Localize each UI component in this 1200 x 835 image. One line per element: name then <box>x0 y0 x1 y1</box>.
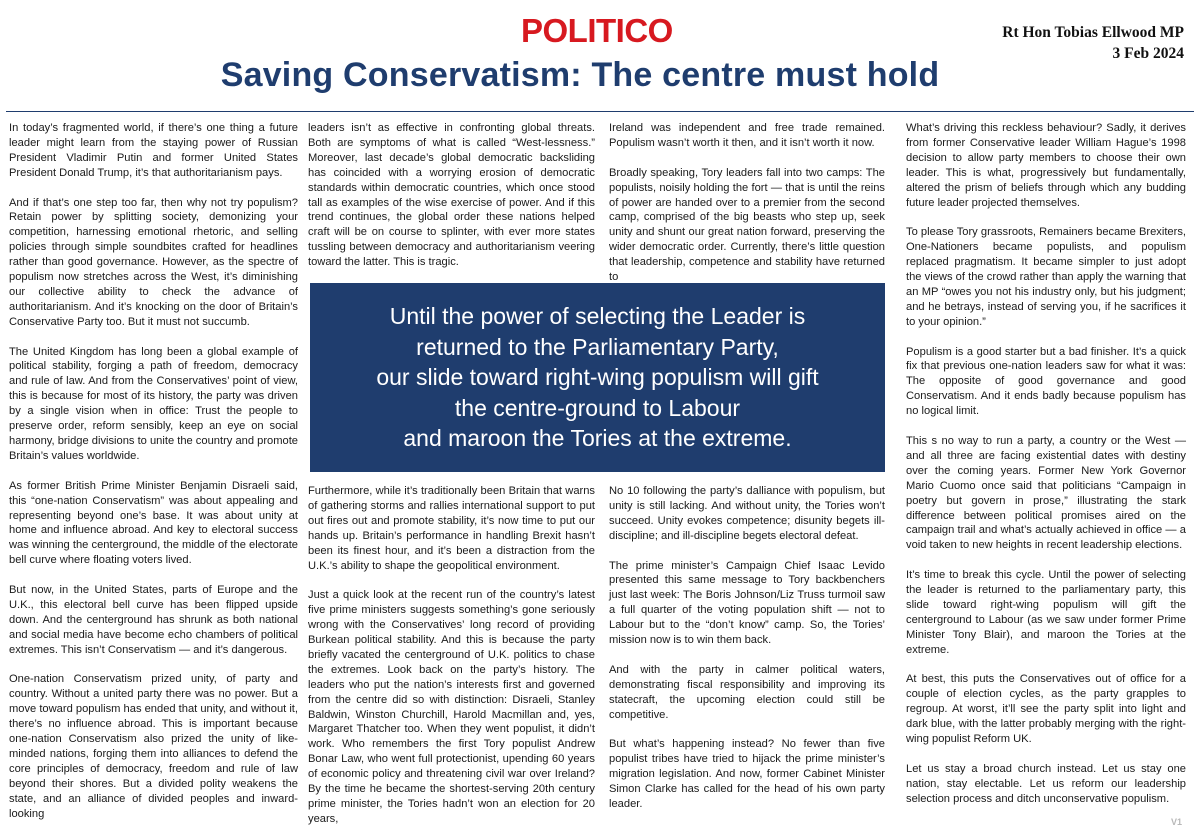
column-3-top <box>609 121 885 285</box>
paragraph: The United Kingdom has long been a global example of political stability, forging a path of freedom, democracy and rule of law. And from the Conservatives’ point of view, this is because for most of its history, the party was driven by a single vision when in office: Trust the people to preserve order, reform sensibly, keep an eye on social harmony, bridge divisions to unite the country and promote Britain’s values worldwide. <box>9 345 298 462</box>
column-3-bottom <box>609 484 885 812</box>
paragraph: In today’s fragmented world, if there’s one thing a future leader might learn from the staying power of Russian President Vladimir Putin and former United States President Donald Trump, it’s that authoritarianism pays. <box>9 122 298 179</box>
paragraph: It’s time to break this cycle. Until the power of selecting the leader is returned to the parliamentary party, this slide toward right-wing populism will gift the centerground to Labour (as we saw under former Prime Minister Tony Blair), and maroon the Tories at the extreme. <box>906 569 1186 656</box>
column-1 <box>9 121 298 822</box>
paragraph: What’s driving this reckless behaviour? Sadly, it derives from former Conservative leader William Hague’s 1998 decision to allow party members to choose their own leader. This is what, progressively but fundamentally, altered the prism of beliefs through which any budding future leader projected themselves. <box>906 122 1186 209</box>
pull-quote-text: Until the power of selecting the Leader is returned to the Parliamentary Party, our slide toward right-wing populism will gift the centre-ground to Labour and maroon the Tories at the extreme. <box>376 303 819 452</box>
paragraph: And with the party in calmer political waters, demonstrating fiscal responsibility and improving its statecraft, the upcoming election could still be competitive. <box>609 663 885 721</box>
pull-quote-box <box>310 283 885 472</box>
paragraph: At best, this puts the Conservatives out of office for a couple of election cycles, as the party grapples to regroup. At worst, it’ll see the party split into light and dark blue, with the latter probably merging with the right-wing populist Reform UK. <box>906 673 1186 746</box>
paragraph: One-nation Conservatism prized unity, of party and country. Without a united party there was no power. But a move toward populism has ended that unity, and without it, there’s no influence abroad. This is important because one-nation Conservatism also prized the unity of like-minded nations, forging them into alliances to defend the core principles of democracy, freedom and rule of law beyond their shores. But a divided polity weakens the state, and an alliance of divided peoples and inward-looking <box>9 673 298 820</box>
paragraph: As former British Prime Minister Benjamin Disraeli said, this “one-nation Conservatism” was about appealing and representing beyond one’s base. It was about unity at home and influence abroad. And key to electoral success was winning the centerground, the middle of the electorate bell curve where floating voters lived. <box>9 479 298 567</box>
paragraph: But now, in the United States, parts of Europe and the U.K., this electoral bell curve has been flipped upside down. And the centerground has shrunk as both national and social media have become echo chambers of political extremes. This isn’t Conservatism — and it’s dangerous. <box>9 584 298 656</box>
paragraph: This s no way to run a party, a country or the West — and all three are facing existential dates with destiny over the coming years. Former New York Governor Mario Cuomo once said that politicians “Campaign in poetry but govern in prose,” illustrating the stark difference between political promises aired on the campaign trail and what’s actually achieved in office — a void taken to new heights in recent leadership elections. <box>906 434 1186 552</box>
paragraph: And if that’s one step too far, then why not try populism? Retain power by splitting society, demonizing your competition, harnessing emotional rhetoric, and selling policies through simple soundbites crafted for headlines rather than good governance. However, as the spectre of populism now stretches across the West, it’s diminishing our collective ability to check the advance of authoritarianism. And it’s knocking on the door of Britain’s Conservative Party too. But it must not succumb. <box>9 196 298 328</box>
paragraph: Ireland was independent and free trade remained. Populism wasn’t worth it then, and it isn’t worth it now. <box>609 122 885 149</box>
paragraph: Populism is a good starter but a bad finisher. It’s a quick fix that previous one-nation leaders saw for what it was: The opposite of good governance and good Conservatism. And it ends badly because populism has no logical limit. <box>906 345 1186 418</box>
paragraph: To please Tory grassroots, Remainers became Brexiters, One-Nationers became populists, and populism replaced pragmatism. It became simpler to just adopt the views of the crowd rather than apply the warning that an MP “owes you not his industry only, but his judgment; and he betrays, instead of serving you, if he sacrifices it to your opinion.” <box>906 226 1186 328</box>
paragraph: leaders isn’t as effective in confronting global threats. Both are symptoms of what is called “West-lessness.” Moreover, last decade’s global democratic backsliding has coincided with a worrying erosion of democratic standards within democratic countries, which once stood tall as examples of the wise exercise of power. And if this trend continues, the global order these nations helped craft will be on course to splinter, with ever more states tussling between democracy and authoritarianism veering toward the latter. This is tragic. <box>308 122 595 269</box>
paragraph: Just a quick look at the recent run of the country’s latest five prime ministers suggests something’s gone seriously wrong with the Conservatives’ long record of providing Burkean political stability. And this is because the party briefly vacated the centerground of U.K. politics to chase the extremes. Look back on the party’s history. The leaders who put the nation’s interests first and governed from the centre did so with distinction: Disraeli, Stanley Baldwin, Winston Churchill, Harold Macmillan and, yes, Margaret Thatcher too. When they went populist, it didn’t work. Who remembers the first Tory populist Andrew Bonar Law, who went full protectionist, upending 60 years of economic policy and threatening civil war over Ireland? By the time he became the shortest-serving 20th century prime minister, the Tories hadn’t won an election for 20 years, <box>308 589 595 825</box>
paragraph: But what’s happening instead? No fewer than five populist tribes have tried to hijack the prime minister’s migration legislation. And now, former Cabinet Minister Simon Clarke has called for the head of his own party leader. <box>609 738 885 810</box>
author-name: Rt Hon Tobias Ellwood MP <box>1002 24 1184 41</box>
version-label: V1 <box>1170 817 1182 827</box>
paragraph: Furthermore, while it’s traditionally been Britain that warns of gathering storms and rallies international support to put out fires out and promote stability, it’s now time to put our hands up. Britain’s performance in handling Brexit hasn’t been its finest hour, and it’s been a distraction from the U.K.’s ability to shape the geopolitical environment. <box>308 485 595 572</box>
politico-logo: POLITICO <box>521 12 673 49</box>
paragraph: Broadly speaking, Tory leaders fall into two camps: The populists, noisily holding the fort — that is until the reins of power are handed over to a premier from the second camp, comprised of the big beasts who step up, seek unity and shunt our great nation forward, preserving the wider democratic order. Currently, there’s little question that leadership, competence and stability have returned to <box>609 166 885 284</box>
paragraph: No 10 following the party’s dalliance with populism, but unity is still lacking. And without unity, the Tories won’t succeed. Unity evokes competence; disunity begets ill-discipline; and ill-discipline begets electoral defeat. <box>609 485 885 542</box>
paragraph: The prime minister’s Campaign Chief Isaac Levido presented this same message to Tory backbenchers just last week: The Boris Johnson/Liz Truss turmoil saw a full quarter of the voting population shift — not to Labour but to the “don’t know” camp. So, the Tories’ mission now is to win them back. <box>609 559 885 647</box>
column-4 <box>906 121 1186 807</box>
article-title: Saving Conservatism: The centre must hold <box>220 56 940 94</box>
column-2-bottom <box>308 484 595 827</box>
publish-date: 3 Feb 2024 <box>1112 45 1184 62</box>
title-divider <box>6 111 1194 112</box>
paragraph: Let us stay a broad church instead. Let us stay one nation, stay electable. Let us reform our leadership selection process and ditch unconservative populism. <box>906 762 1186 805</box>
column-2-top <box>308 121 595 270</box>
